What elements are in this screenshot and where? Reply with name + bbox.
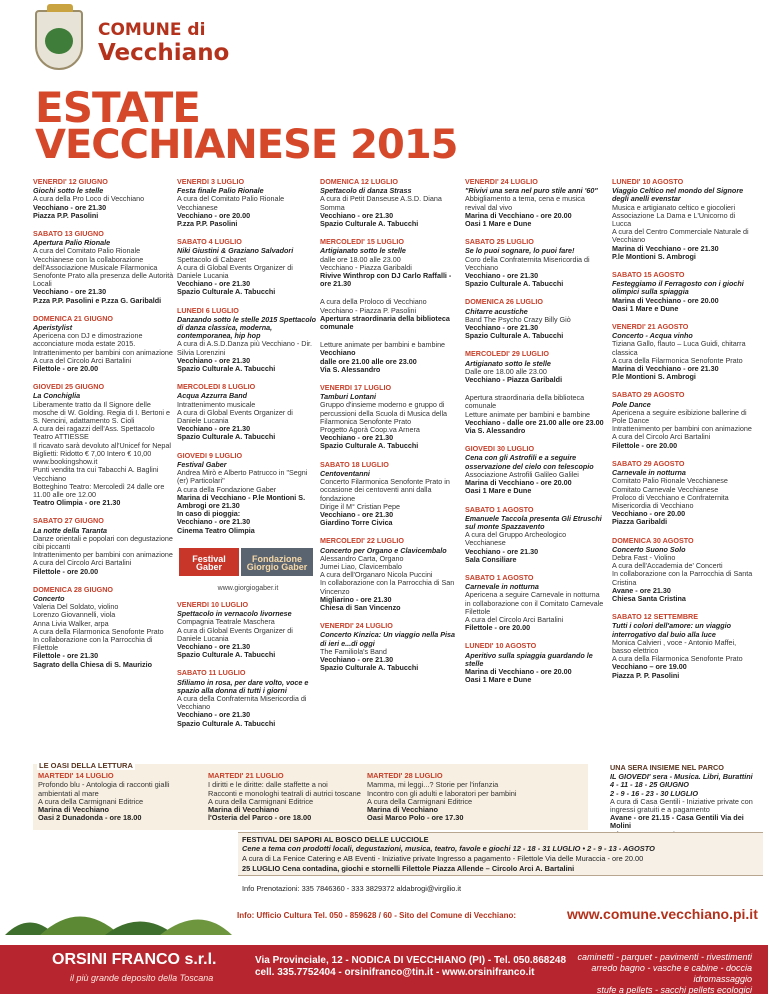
event-location: Vecchiano - ore 21.30 Spazio Culturale A. Tabucchi — [177, 424, 276, 442]
event-location: Marina di Vecchiano - P.le Montioni S. Ambrogi ore 21.30 In caso di pioggia: Vecchiano - ore 21.30 Cinema Teatro Olimpia — [177, 492, 306, 535]
event-item — [320, 461, 462, 528]
event-title: Sfiliamo in rosa, per dare volto, voce e spazio alla donna di tutti i giorni — [177, 677, 309, 695]
event-date: GIOVEDI 25 GIUGNO — [33, 382, 105, 392]
event-title: Spettacolo in vernacolo livornese — [177, 609, 292, 619]
event-item — [465, 506, 607, 564]
event-title: Giochi sotto le stelle — [33, 186, 104, 196]
footer-services-line3: stufe a pellets - sacchi pellets ecologici — [596, 985, 752, 995]
gaber-site-link[interactable]: www.giorgiogaber.it — [217, 584, 279, 592]
event-title: Concerto — [33, 593, 65, 603]
event-date: SABATO 13 GIUGNO — [33, 229, 104, 239]
event-date: MERCOLEDI 8 LUGLIO — [177, 382, 256, 392]
event-date: MERCOLEDI' 29 LUGLIO — [465, 349, 549, 359]
event-location: Vecchiano - ore 21.30 Spazio Culturale A. Tabucchi — [177, 641, 276, 660]
event-description: A cura del Comitato Palio Rionale Vecchianese con la collaborazione dell'Associazione Musicale Filarmonica Senofonte Prato alla presenza delle Autorità Locali — [33, 246, 174, 289]
event-location: Vecchiano - ore 21.30 P.zza P.P. Pasolini e P.zza G. Garibaldi — [33, 287, 162, 305]
event-location: Migliarino - ore 21.30 Chiesa di San Vincenzo — [320, 594, 401, 612]
event-title: Carnevale in notturna — [465, 582, 539, 592]
event-location: Vecchiano - ore 20.00 Piazza Garibaldi — [612, 509, 686, 527]
event-title: Aperitivo sulla spiaggia guardando le stelle — [465, 650, 593, 668]
event-description: A cura della Pro Loco di Vecchiano — [33, 194, 145, 204]
event-location: Marina di Vecchiano - ore 20.00 Oasi 1 Mare e Dune — [465, 666, 572, 685]
event-date: SABATO 29 AGOSTO — [612, 390, 685, 400]
event-description: A cura della Proloco di Vecchiano Vecchiano - Piazza P. Pasolini — [320, 297, 427, 315]
page-title-line1: ESTATE — [35, 83, 200, 132]
event-location: Marina di Vecchiano - ore 21.30 P.le Montioni S. Ambrogi — [612, 364, 719, 382]
event-title: Se lo puoi sognare, lo puoi fare! — [465, 246, 575, 256]
footer-address-line2: cell. 335.7752404 - orsinifranco@tin.it - www.orsinifranco.it — [255, 967, 535, 978]
event-location: Apertura straordinaria della biblioteca comunale — [320, 313, 450, 332]
event-title: Emanuele Taccola presenta Gli Etruschi sul monte Spazzavento — [465, 513, 602, 531]
event-date: SABATO 15 AGOSTO — [612, 270, 685, 280]
oasi-text: Profondo blu - Antologia di racconti gialli ambientati al mare A cura della Carmignani Editrice — [38, 780, 170, 806]
festival-line1: Cene a tema con prodotti locali, degustazioni, musica, teatro, favole e giochi 12 - 18 - 31 LUGLIO • 2 - 9 - 13 - AGOSTO — [242, 844, 655, 853]
event-item — [612, 613, 754, 680]
event-item — [33, 178, 175, 220]
parco-title: UNA SERA INSIEME NEL PARCO — [610, 763, 724, 772]
event-item — [320, 537, 462, 612]
events-column-1 — [33, 178, 175, 679]
event-date: SABATO 27 GIUGNO — [33, 516, 104, 526]
oasi-item — [38, 772, 198, 823]
event-description: A cura del Comitato Palio Rionale Vecchianese — [177, 194, 285, 212]
event-item — [320, 384, 462, 451]
event-description: Andrea Mirò e Alberto Patrucco in "Segni (er) Particolari" A cura della Fondazione Gaber — [177, 468, 308, 494]
parco-location: Avane - ore 21.15 - Casa Gentili Via dei Molini — [610, 813, 744, 831]
event-description: A cura di A.S.D.Danza più Vecchiano - Dir. Silvia Lorenzini — [177, 339, 313, 357]
event-description: Apericena a seguire esibizione ballerine di Pole Dance Intrattenimento per bambini con animazione A cura del Circolo Arci Bartalini — [612, 407, 752, 442]
event-title: Tutti i colori dell'amore: un viaggio interrogativo dal buio alla luce — [612, 621, 731, 639]
event-date: DOMENICA 12 LUGLIO — [320, 177, 399, 186]
event-location: Vecchiano - ore 21.30 Spazio Culturale A. Tabucchi — [320, 654, 419, 673]
event-location: Vecchiano - ore 21.30 Sala Consiliare — [465, 546, 539, 564]
event-location: Marina di Vecchiano - ore 20.00 Oasi 1 Mare e Dune — [465, 210, 572, 229]
event-item — [320, 622, 462, 672]
event-item — [320, 238, 462, 288]
event-description: Musica e artigianato celtico e giocolieri Associazione La Dama e L'Unicorno di Lucca A cura del Centro Commerciale Naturale di Vecchiano — [612, 202, 749, 245]
festival-line3: 25 LUGLIO Cena contadina, giochi e stornelli Filettole Piazza Allende – Circolo Arci A. Bartalini — [242, 864, 575, 873]
event-description: Concerto Filarmonica Senofonte Prato in occasione dei centoventi anni dalla fondazione Dirige il M° Cristian Pepe — [320, 477, 450, 511]
event-description: Letture animate per bambini e bambine — [320, 340, 446, 350]
event-description: Apertura straordinaria della biblioteca comunale Letture animate per bambini e bambine — [465, 393, 591, 419]
event-description: A cura di Petit Danseuse A.S.D. Diana Somma — [320, 194, 442, 212]
festival-line2: A cura di La Fenice Catering e AB Eventi - Iniziative private Ingresso a pagamento - Filettole Via delle Muraccia - ore 20.00 — [242, 854, 644, 863]
event-date: SABATO 1 AGOSTO — [465, 504, 534, 514]
event-description: Dalle ore 18.00 alle 23.00 — [465, 366, 547, 376]
event-date: GIOVEDI 30 LUGLIO — [465, 444, 535, 454]
event-location: Vecchiano - ore 21.30 Spazio Culturale A. Tabucchi — [177, 710, 276, 728]
event-description: Spettacolo di Cabaret A cura di Global Events Organizer di Daniele Lucania — [177, 254, 293, 281]
oasi-location: Marina di Vecchiano Oasi Marco Polo - ore 17.30 — [367, 805, 464, 823]
event-description: Abbigliamento a tema, cena e musica revival dal vivo — [465, 194, 585, 212]
event-title: Concerto per Organo e Clavicembalo — [320, 545, 447, 555]
header — [0, 0, 768, 175]
event-title: Cena con gli Astrofili e a seguire osservazione del cielo con telescopio — [465, 453, 594, 471]
event-item — [177, 383, 319, 441]
events-content — [0, 172, 768, 732]
event-item — [320, 298, 462, 331]
event-item — [612, 271, 754, 313]
event-location: Filettole - ore 20.00 — [465, 623, 531, 633]
event-description: Coro della Confraternita Misericordia di Vecchiano — [465, 254, 590, 272]
event-item — [465, 178, 607, 228]
event-item — [465, 642, 607, 684]
oasi-lettura-section — [33, 761, 588, 830]
event-item — [465, 350, 607, 384]
event-title: Tamburi Lontani — [320, 392, 377, 402]
event-location: Avane - ore 21.30 Chiesa Santa Cristina — [612, 585, 686, 603]
event-date: SABATO 12 SETTEMBRE — [612, 612, 698, 622]
event-location: Vecchiano - ore 21.30 Spazio Culturale A. Tabucchi — [465, 323, 564, 341]
fondazione-gaber-logo: Fondazione Giorgio Gaber — [241, 548, 313, 576]
event-item — [177, 452, 319, 535]
festival-section — [238, 832, 763, 876]
event-title: Spettacolo di danza Strass — [320, 186, 412, 196]
event-item — [465, 574, 607, 632]
event-item — [320, 341, 462, 374]
event-location: Marina di Vecchiano - ore 20.00 Oasi 1 Mare e Dune — [612, 295, 719, 313]
event-date: VENERDI' 21 AGOSTO — [612, 322, 689, 332]
event-location: Vecchiano – ore 19.00 Piazza P. P. Pasolini — [612, 662, 687, 680]
gaber-logo-block — [177, 545, 315, 579]
festival-line4: Info Prenotazioni: 335 7846360 - 333 3829372 aldabrogi@virgilio.it — [242, 884, 462, 893]
event-item — [177, 178, 319, 228]
event-description: The Familiola's Band — [320, 646, 387, 656]
parco-text: A cura di Casa Gentili - Iniziative private con ingressi gratuiti e a pagamento — [610, 796, 753, 815]
event-date: MERCOLEDI' 22 LUGLIO — [320, 536, 404, 546]
event-title: Festeggiamo il Ferragosto con i giochi olimpici sulla spiaggia — [612, 279, 744, 297]
event-item — [177, 669, 319, 727]
event-item — [612, 460, 754, 527]
parco-line3: 2 - 9 - 16 - 23 - 30 LUGLIO — [610, 788, 698, 798]
event-title: Niki Giustini & Graziano Salvadori — [177, 246, 294, 256]
oasi-item — [208, 772, 368, 823]
event-location: Vecchiano dalle ore 21.00 alle ore 23.00 Via S. Alessandro — [320, 348, 417, 374]
event-date: LUNEDI 6 LUGLIO — [177, 305, 239, 315]
event-location: Filettole - ore 21.30 Sagrato della Chiesa di S. Maurizio — [33, 651, 153, 669]
event-description: Liberamente tratto da Il Signore delle mosche di W. Golding. Regia di I. Bertoni e S. Nencini, adattamento S. Cioli A cura dei ragazzi dell'Ass. Spettacolo Teatro ATTIESSE Il ricavato sarà devoluto all'Unicef for Nepal Biglietti: Ridotto € 7,00 Intero € 10,00 www.bookingshow.it Punti vendita tra cui Tabacchi A. Baglini Vecchiano Botteghino Teatro: Mercoledì 24 dalle ore 11.00 alle ore 12.00 — [33, 399, 172, 499]
event-description: Intrattenimento musicale A cura di Global Events Organizer di Daniele Lucania — [177, 399, 293, 426]
event-item — [465, 445, 607, 495]
event-location: Vecchiano - ore 21.30 Piazza P.P. Pasolini — [33, 202, 107, 220]
event-description: Danze orientali e popolari con degustazione cibi piccanti Intrattenimento per bambini con animazione A cura del Circolo Arci Bartalini — [33, 533, 173, 568]
oasi-title: LE OASI DELLA LETTURA — [39, 761, 133, 770]
event-date: VENERDI 17 LUGLIO — [320, 383, 392, 393]
oasi-item — [367, 772, 527, 823]
event-item — [465, 238, 607, 288]
event-date: LUNEDI' 10 AGOSTO — [612, 177, 684, 186]
event-date: MERCOLEDI' 15 LUGLIO — [320, 237, 404, 247]
event-date: SABATO 25 LUGLIO — [465, 237, 534, 247]
parco-line2: 4 - 11 - 18 - 25 GIUGNO — [610, 780, 689, 790]
event-item — [320, 178, 462, 228]
comune-name: Vecchiano — [98, 40, 230, 66]
event-location: Vecchiano - ore 21.30 Spazio Culturale A. Tabucchi — [320, 433, 419, 451]
trees-illustration — [0, 880, 235, 940]
event-date: SABATO 18 LUGLIO — [320, 459, 389, 469]
footer-services — [572, 952, 752, 996]
festival-gaber-logo: Festival Gaber — [179, 548, 239, 576]
event-title: Centoventanni — [320, 468, 370, 478]
event-description: Monica Calvieri , voce - Antonio Maffei, basso elettrico A cura della Filarmonica Senofonte Prato — [612, 637, 743, 664]
event-location: Filettole - ore 20.00 — [33, 364, 99, 374]
page-title-line2: VECCHIANESE 2015 — [35, 122, 458, 168]
event-date: SABATO 1 AGOSTO — [465, 572, 534, 582]
oasi-text: I diritti e le diritte: dalle staffette a noi Racconti e monologhi teatrali di autrici toscane A cura della Carmignani Editrice — [208, 780, 361, 806]
oasi-location: Marina di Vecchiano Oasi 2 Dunadonda - ore 18.00 — [38, 805, 142, 823]
info-site-link[interactable]: www.comune.vecchiano.pi.it — [567, 906, 758, 922]
event-title: Apertura Palio Rionale — [33, 238, 111, 248]
event-title: Festa finale Palio Rionale — [177, 186, 264, 196]
event-location: Rivive Winthrop con DJ Carlo Raffalli - ore 21.30 — [320, 271, 452, 289]
event-date: SABATO 4 LUGLIO — [177, 237, 242, 247]
event-location: Marina di Vecchiano - ore 20.00 Oasi 1 Mare e Dune — [465, 478, 572, 496]
events-column-3 — [320, 178, 462, 682]
oasi-location: Marina di Vecchiano l'Osteria del Parco - ore 18.00 — [208, 805, 312, 823]
event-date: GIOVEDI 9 LUGLIO — [177, 450, 243, 460]
event-date: SABATO 29 AGOSTO — [612, 458, 685, 468]
oasi-date: MARTEDI' 28 LUGLIO — [367, 771, 443, 780]
event-title: Chitarre acustiche — [465, 306, 528, 316]
event-description: Apericena a seguire Carnevale in notturna in collaborazione con il Comitato Carnevale Filettole A cura del Circolo Arci Bartalini — [465, 590, 604, 624]
comune-label: COMUNE di — [98, 20, 206, 40]
event-title: Concerto Suono Solo — [612, 544, 686, 554]
event-title: Concerto Kinzica: Un viaggio nella Pisa di ieri e...di oggi — [320, 630, 455, 648]
event-date: DOMENICA 26 LUGLIO — [465, 297, 544, 307]
event-date: DOMENICA 30 AGOSTO — [612, 535, 694, 545]
event-location: Vecchiano - ore 21.30 Spazio Culturale A. Tabucchi — [320, 210, 419, 229]
event-item — [465, 298, 607, 340]
event-location: Vecchiano - dalle ore 21.00 alle ore 23.00 Via S. Alessandro — [465, 417, 604, 436]
event-description: A cura della Confraternita Misericordia di Vecchiano — [177, 693, 307, 712]
event-location: Vecchiano - ore 21.30 Spazio Culturale A. Tabucchi — [177, 355, 276, 374]
event-title: La notte della Taranta — [33, 525, 108, 535]
event-date: VENERDI 3 LUGLIO — [177, 177, 245, 186]
footer-slogan: il più grande deposito della Toscana — [70, 973, 214, 983]
event-date: VENERDI' 24 LUGLIO — [320, 621, 393, 631]
footer-address — [255, 955, 566, 979]
event-location: Vecchiano - ore 21.30 Spazio Culturale A. Tabucchi — [465, 271, 564, 289]
event-item — [33, 230, 175, 305]
event-date: SABATO 11 LUGLIO — [177, 668, 246, 678]
event-title: Aperistylist — [33, 323, 73, 333]
event-description: A cura del Gruppo Archeologico Vecchianese — [465, 530, 567, 548]
event-title: Pole Dance — [612, 399, 651, 409]
town-crest-icon — [35, 10, 83, 70]
parco-line1: IL GIOVEDI' sera - Musica. Libri, Burattini — [610, 772, 753, 782]
footer-address-line1: Via Provinciale, 12 - NODICA DI VECCHIANO (PI) - Tel. 050.868248 — [255, 955, 567, 966]
footer-services-line2: arredo bagno - vasche e cabine - doccia idromassaggio — [591, 963, 752, 984]
event-item — [177, 601, 319, 659]
event-date: VENERDI 10 LUGLIO — [177, 599, 249, 609]
event-description: Valeria Del Soldato, violino Lorenzo Giovannelli, viola Anna Livia Walker, arpa A cura della Filarmonica Senofonte Prato In collaborazione con la Parrocchia di Filettole — [33, 602, 164, 653]
events-column-2 — [177, 178, 319, 738]
footer — [0, 945, 768, 994]
event-item — [33, 517, 175, 575]
event-date: DOMENICA 21 GIUGNO — [33, 313, 114, 323]
event-item — [177, 307, 319, 374]
event-date: LUNEDI' 10 AGOSTO — [465, 641, 537, 651]
event-item — [33, 586, 175, 669]
event-description: Associazione Astrofili Galileo Galilei — [465, 469, 579, 479]
event-item — [612, 537, 754, 604]
event-location: Vecchiano - ore 20.00 P.zza P.P. Pasolini — [177, 210, 251, 229]
event-description: Apericena con DJ e dimostrazione acconciature moda estate 2015. Intrattenimento per bambini con animazione A cura del Circolo Arci Bartalini — [33, 331, 173, 365]
event-title: "Rivivi una sera nel puro stile anni '60" — [465, 186, 598, 196]
event-location: Filettole - ore 20.00 — [33, 566, 99, 576]
event-description: Compagnia Teatrale Maschera A cura di Global Events Organizer di Daniele Lucania — [177, 617, 293, 643]
footer-brand: ORSINI FRANCO s.r.l. — [52, 951, 217, 968]
event-location: Filettole - ore 20.00 — [612, 440, 678, 450]
event-description: Debra Fast - Violino A cura dell'Accademia de' Concerti In collaborazione con la Parrocchia di Santa Cristina — [612, 552, 753, 587]
event-description: Comitato Palio Rionale Vecchianese Comitato Carnevale Vecchianese Proloco di Vecchiano e Confraternita Misericordia di Vecchiano — [612, 476, 729, 510]
oasi-date: MARTEDI' 14 LUGLIO — [38, 771, 114, 780]
event-title: Artigianato sotto le stelle — [320, 246, 406, 256]
oasi-text: Mamma, mi leggi...? Storie per l'infanzia Incontro con gli adulti e laboratori per bambini A cura della Carmignani Editrice — [367, 780, 517, 806]
event-location: Vecchiano - ore 21.30 Giardino Torre Civica — [320, 509, 394, 528]
event-title: Carnevale in notturna — [612, 468, 686, 478]
festival-head: FESTIVAL DEI SAPORI AL BOSCO DELLE LUCCIOLE — [242, 835, 429, 844]
footer-services-line1: caminetti - parquet - pavimenti - rivestimenti — [577, 952, 752, 962]
event-location: Marina di Vecchiano - ore 21.30 P.le Montioni S. Ambrogi — [612, 243, 719, 261]
event-description: Tiziana Gallo, flauto – Luca Guidi, chitarra classica A cura della Filarmonica Senofonte Prato — [612, 339, 746, 365]
event-item — [33, 383, 175, 507]
parco-section — [610, 764, 762, 830]
event-title: Festival Gaber — [177, 459, 227, 469]
event-item — [612, 178, 754, 261]
event-description: Band The Psycho Crazy Billy Giò — [465, 314, 571, 324]
event-date: DOMENICA 28 GIUGNO — [33, 584, 114, 594]
events-column-5 — [612, 178, 754, 690]
event-date: VENERDI' 12 GIUGNO — [33, 177, 108, 186]
oasi-date: MARTEDI' 21 LUGLIO — [208, 771, 284, 780]
event-location: Vecchiano - ore 21.30 Spazio Culturale A. Tabucchi — [177, 279, 276, 297]
event-description: Gruppo d'insieme moderno e gruppo di percussioni della Scuola di Musica della Filarmonica Senofonte Prato Progetto Agorà Coop.va Arnera — [320, 400, 448, 435]
event-item — [612, 323, 754, 381]
event-description: dalle ore 18.00 alle 23.00 Vecchiano - Piazza Garibaldi — [320, 254, 412, 272]
event-title: Concerto - Acqua vinho — [612, 331, 693, 341]
event-title: La Conchiglia — [33, 391, 81, 401]
event-title: Danzando sotto le stelle 2015 Spettacolo di danza classica, moderna, contemporanea, hip hop — [177, 314, 316, 341]
info-line: Info: Ufficio Cultura Tel. 050 - 859628 / 60 - Sito del Comune di Vecchiano: — [237, 911, 517, 920]
event-location: Vecchiano - Piazza Garibaldi — [465, 375, 563, 385]
event-item — [33, 315, 175, 373]
event-title: Viaggio Celtico nel mondo del Signore degli anelli evenstar — [612, 186, 744, 204]
event-date: VENERDI' 24 LUGLIO — [465, 177, 538, 186]
event-description: Alessandro Carta, Organo Jumei Liao, Clavicembalo A cura dell'Organaro Nicola Puccini In collaborazione con la Parrocchia di San Vincenzo — [320, 553, 455, 596]
event-item — [465, 394, 607, 435]
event-item — [612, 391, 754, 449]
event-location: Teatro Olimpia - ore 21.30 — [33, 498, 121, 508]
event-title: Acqua Azzurra Band — [177, 391, 248, 401]
event-item — [177, 238, 319, 296]
event-title: Artigianato sotto le stelle — [465, 358, 551, 368]
events-column-4 — [465, 178, 607, 694]
